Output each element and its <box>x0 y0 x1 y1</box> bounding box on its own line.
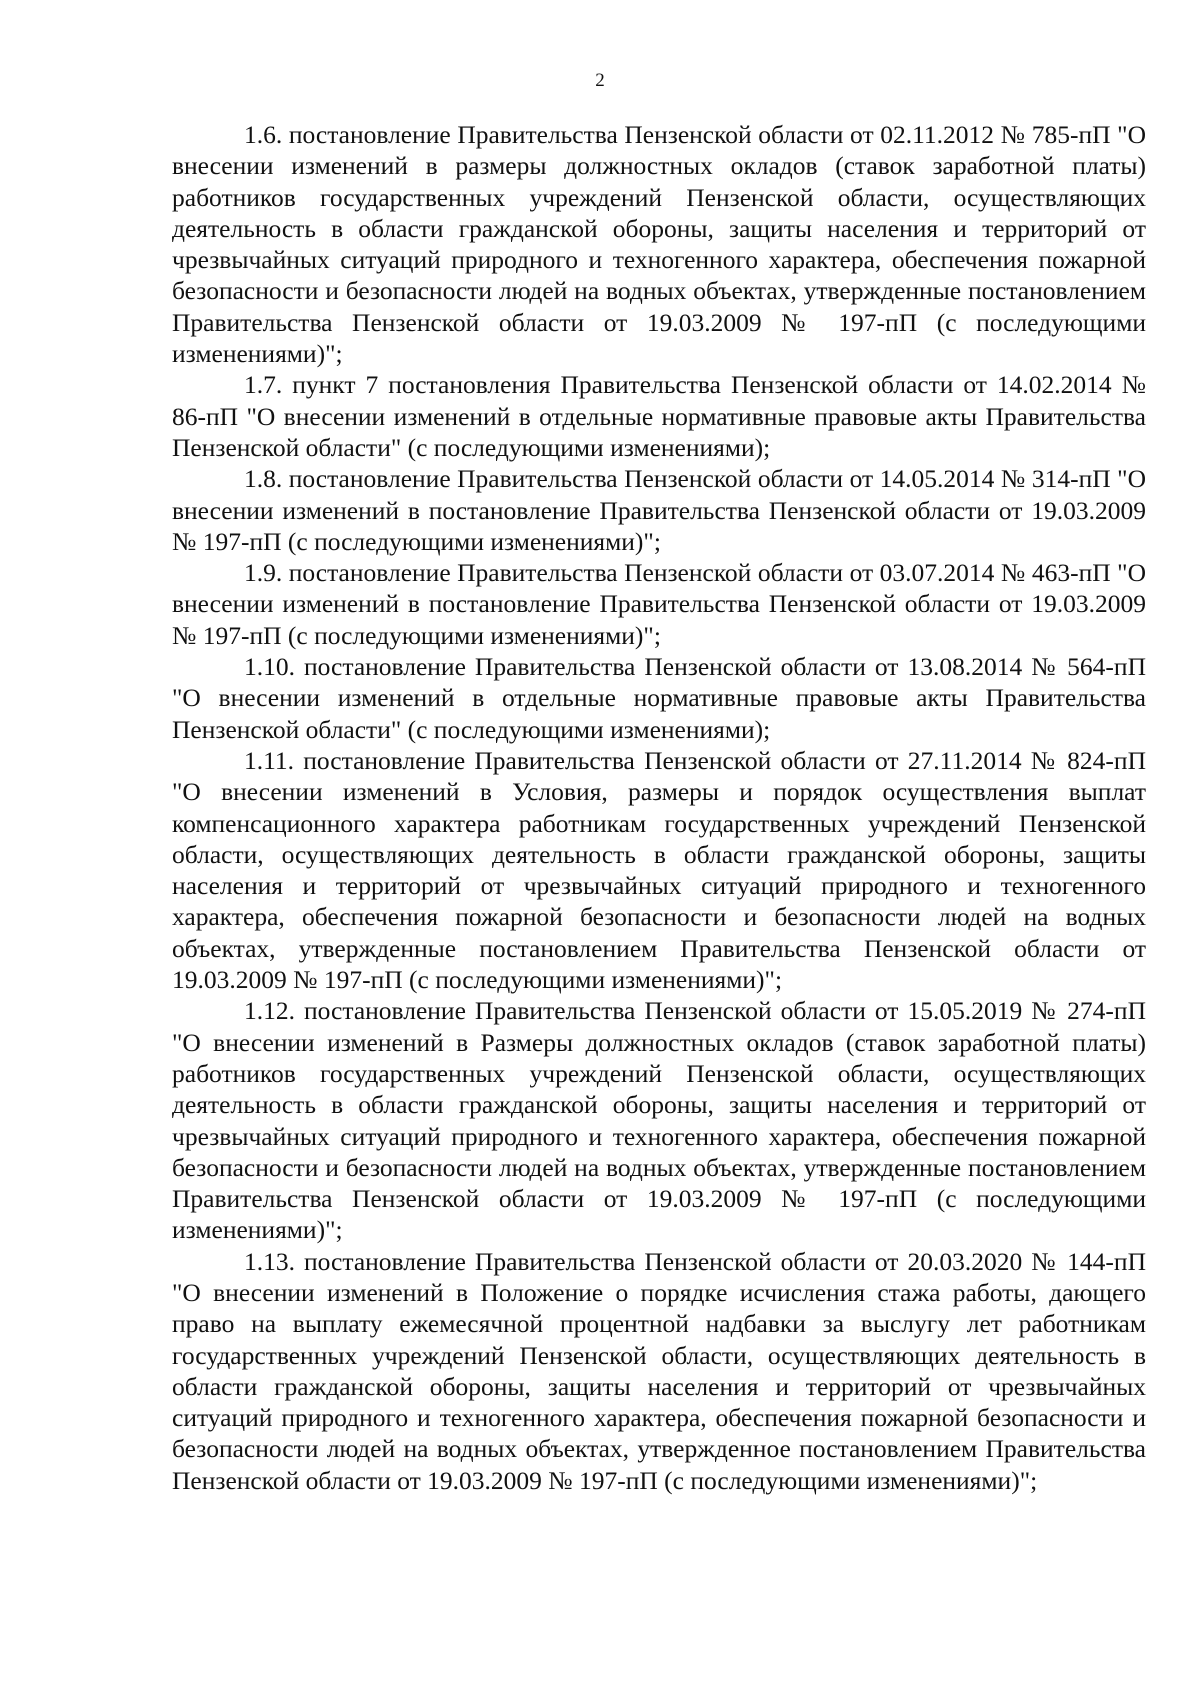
document-body <box>172 119 1146 1496</box>
paragraph-1-10: 1.10. постановление Правительства Пензенской области от 13.08.2014 № 564-пП "О внесении изменений в отдельные нормативные правовые акты Правительства Пензенской области" (с последующими изменениями); <box>172 652 1146 744</box>
paragraph-1-13: 1.13. постановление Правительства Пензенской области от 20.03.2020 № 144-пП "О внесении изменений в Положение о порядке исчисления стажа работы, дающего право на выплату ежемесячной процентной надбавки за выслугу лет работникам государственных учреждений Пензенской области, осуществляющих деятельность в области гражданской обороны, защиты населения и территорий от чрезвычайных ситуаций природного и техногенного характера, обеспечения пожарной безопасности и безопасности людей на водных объектах, утвержденное постановлением Правительства Пензенской области от 19.03.2009 № 197-пП (с последующими изменениями)"; <box>172 1246 1146 1495</box>
paragraph-1-11: 1.11. постановление Правительства Пензенской области от 27.11.2014 № 824-пП "О внесении изменений в Условия, размеры и порядок осуществления выплат компенсационного характера работникам государственных учреждений Пензенской области, осуществляющих деятельность в области гражданской обороны, защиты населения и территорий от чрезвычайных ситуаций природного и техногенного характера, обеспечения пожарной безопасности и безопасности людей на водных объектах, утвержденные постановлением Правительства Пензенской области от 19.03.2009 № 197-пП (с последующими изменениями)"; <box>172 745 1146 995</box>
paragraph-1-8: 1.8. постановление Правительства Пензенской области от 14.05.2014 № 314-пП "О внесении изменений в постановление Правительства Пензенской области от 19.03.2009 № 197-пП (с последующими изменениями)"; <box>172 464 1146 556</box>
paragraph-1-9: 1.9. постановление Правительства Пензенской области от 03.07.2014 № 463-пП "О внесении изменений в постановление Правительства Пензенской области от 19.03.2009 № 197-пП (с последующими изменениями)"; <box>172 558 1146 650</box>
page-number: 2 <box>595 70 605 91</box>
paragraph-1-12: 1.12. постановление Правительства Пензенской области от 15.05.2019 № 274-пП "О внесении изменений в Размеры должностных окладов (ставок заработной платы) работников государственных учреждений Пензенской области, осуществляющих деятельность в области гражданской обороны, защиты населения и территорий от чрезвычайных ситуаций природного и техногенного характера, обеспечения пожарной безопасности и безопасности людей на водных объектах, утвержденные постановлением Правительства Пензенской области от 19.03.2009 № 197-пП (с последующими изменениями)"; <box>172 996 1146 1245</box>
paragraph-1-6: 1.6. постановление Правительства Пензенской области от 02.11.2012 № 785-пП "О внесении изменений в размеры должностных окладов (ставок заработной платы) работников государственных учреждений Пензенской области, осуществляющих деятельность в области гражданской обороны, защиты населения и территорий от чрезвычайных ситуаций природного и техногенного характера, обеспечения пожарной безопасности и безопасности людей на водных объектах, утвержденные постановлением Правительства Пензенской области от 19.03.2009 № 197-пП (с последующими изменениями)"; <box>172 120 1146 369</box>
paragraph-1-7: 1.7. пункт 7 постановления Правительства Пензенской области от 14.02.2014 № 86-пП "О внесении изменений в отдельные нормативные правовые акты Правительства Пензенской области" (с последующими изменениями); <box>172 370 1146 462</box>
